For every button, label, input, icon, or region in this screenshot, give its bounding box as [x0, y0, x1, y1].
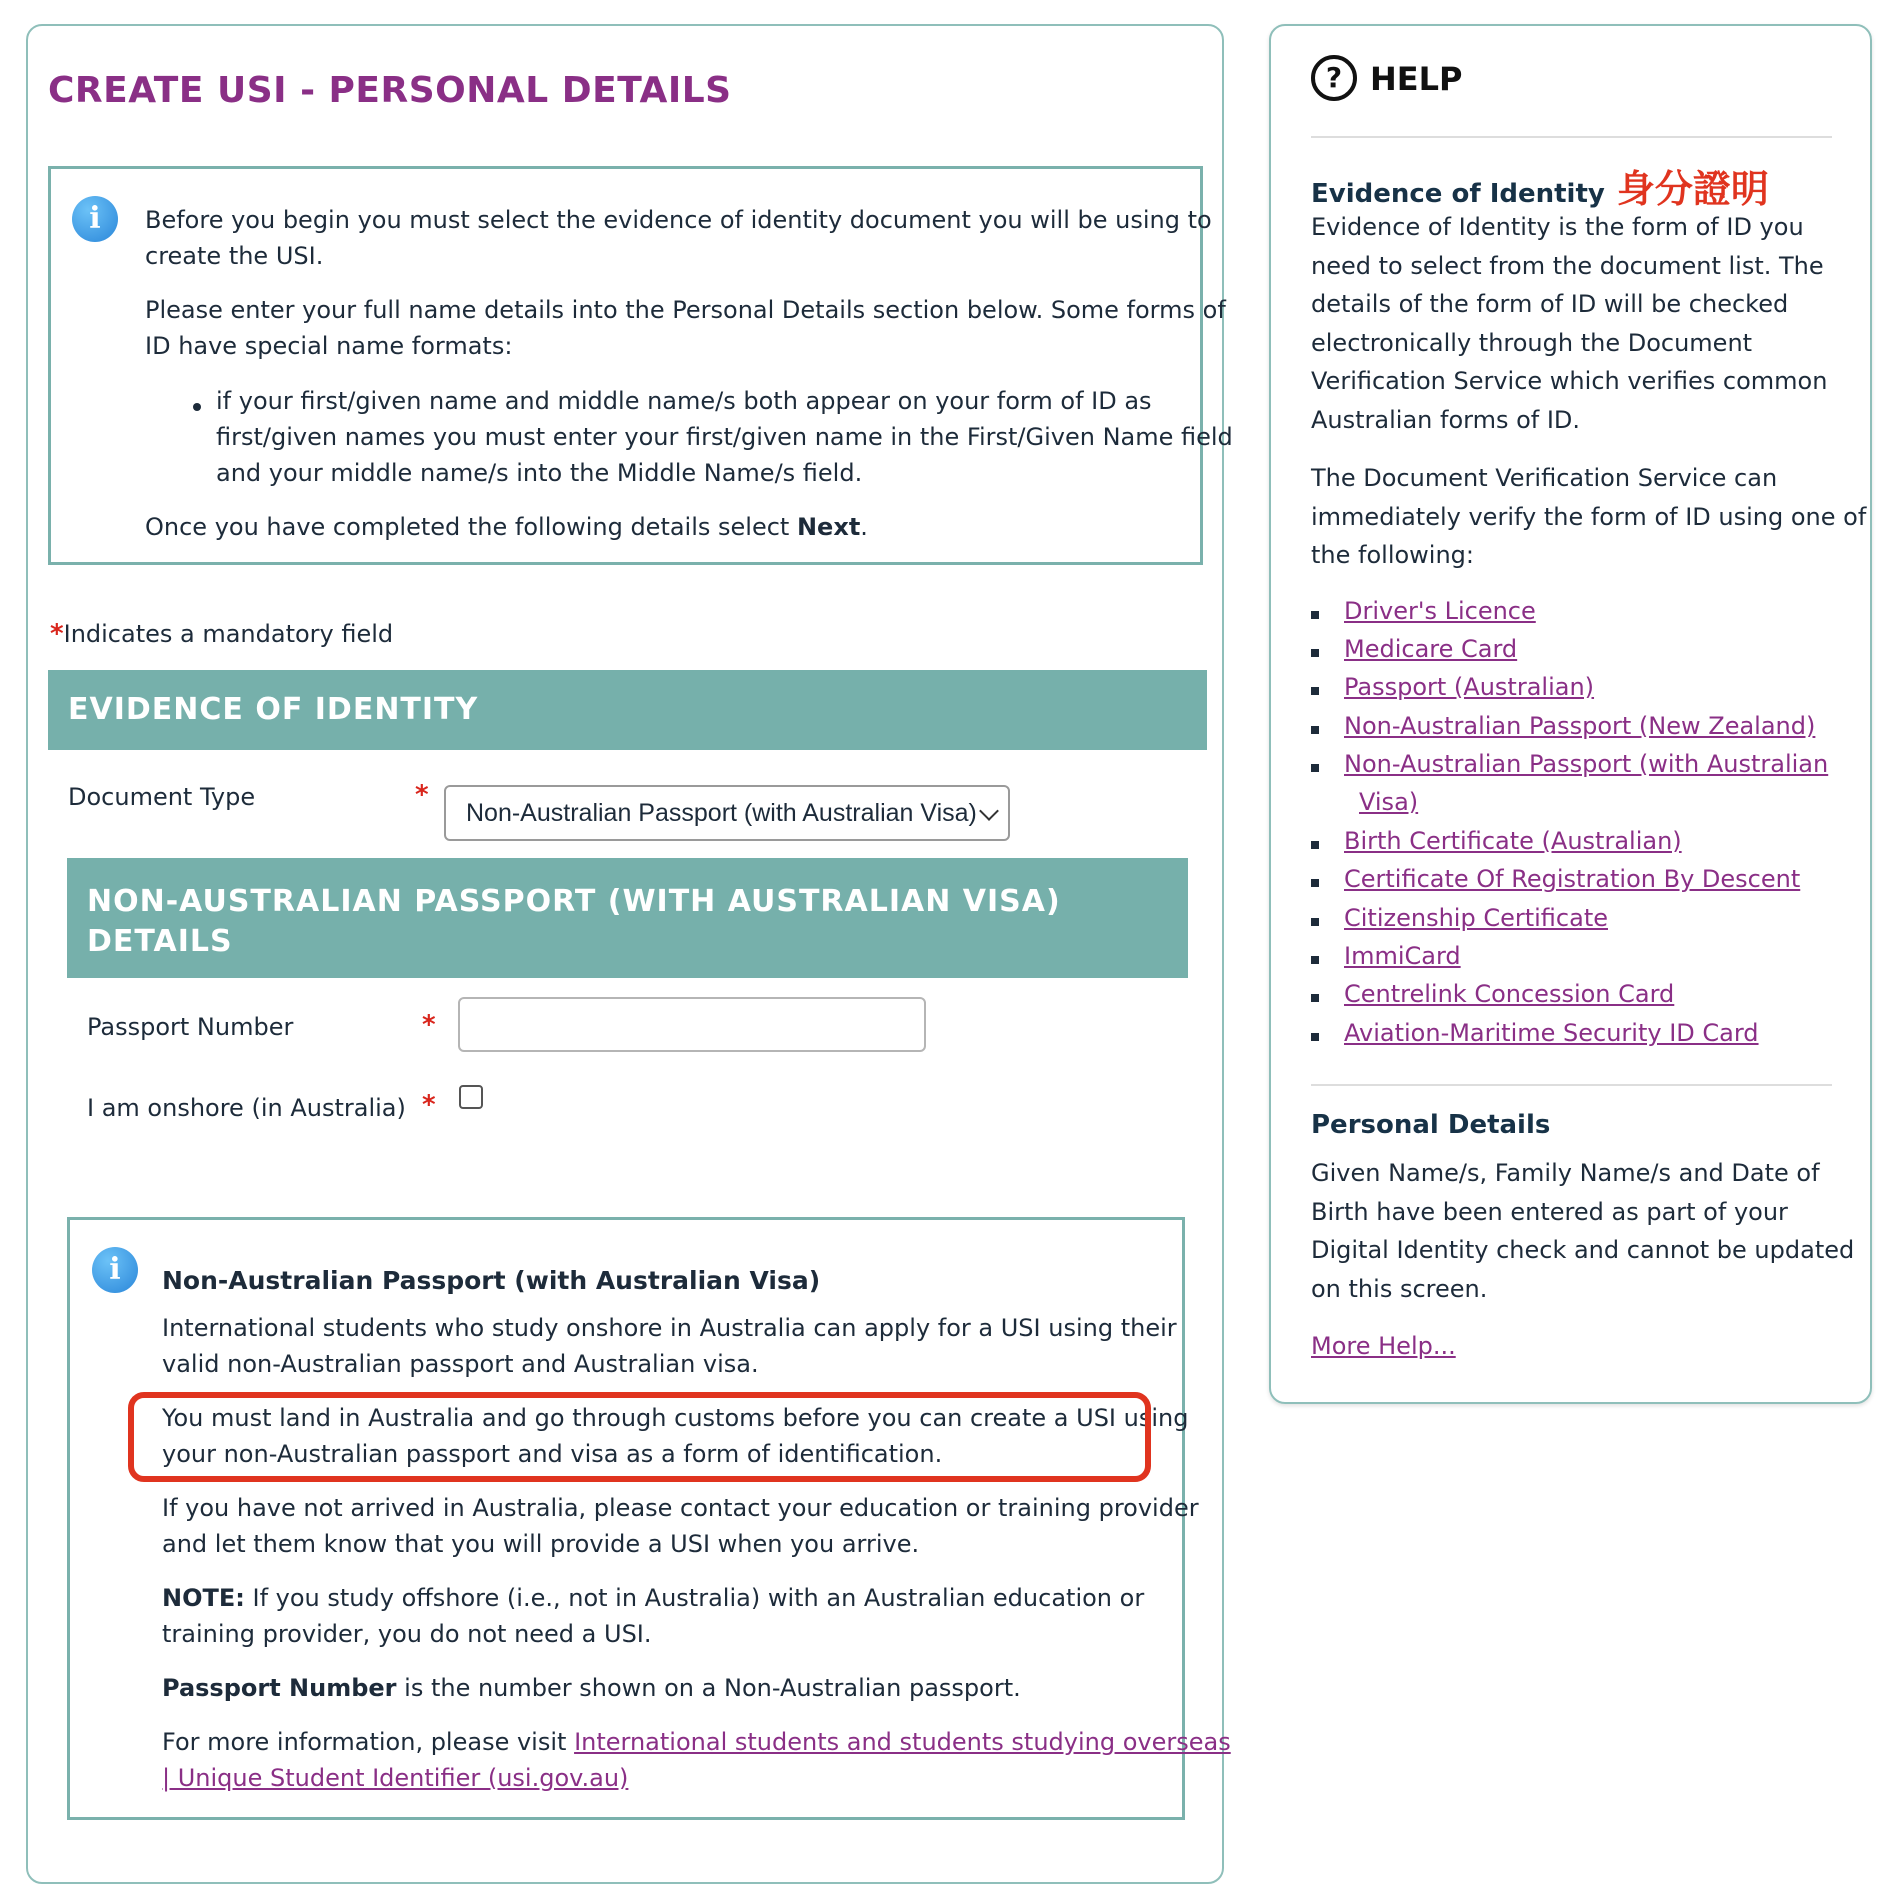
divider [1311, 136, 1832, 138]
help-document-link[interactable]: Non-Australian Passport (with Australian [1344, 750, 1829, 778]
red-highlight-annotation [128, 1392, 1151, 1482]
intro-text-line: Before you begin you must select the evidence of identity document you will be using to [145, 206, 1212, 234]
help-text-line: immediately verify the form of ID using one of [1311, 502, 1867, 531]
intro-text-line: create the USI. [145, 242, 324, 270]
required-asterisk-icon: * [50, 619, 64, 649]
info-note-line: NOTE: If you study offshore (i.e., not in Australia) with an Australian education or [162, 1584, 1145, 1612]
help-text-line: Evidence of Identity is the form of ID you [1311, 213, 1804, 241]
info-text-line: valid non-Australian passport and Australian visa. [162, 1350, 759, 1378]
bullet-square-icon [1311, 1033, 1319, 1041]
help-document-link[interactable]: Birth Certificate (Australian) [1344, 827, 1682, 855]
help-document-link[interactable]: Certificate Of Registration By Descent [1344, 865, 1801, 893]
info-text-line: and let them know that you will provide a USI when you arrive. [162, 1530, 920, 1558]
bullet-square-icon [1311, 994, 1319, 1002]
help-text-line: the following: [1311, 541, 1474, 570]
intro-next-instruction: Once you have completed the following details select Next. [145, 513, 868, 541]
question-circle-icon: ? [1311, 55, 1357, 101]
help-text-line: need to select from the document list. The [1311, 251, 1824, 280]
bullet-square-icon [1311, 611, 1319, 619]
bullet-square-icon [1311, 726, 1319, 734]
info-text-line: training provider, you do not need a USI. [162, 1620, 652, 1648]
info-text-line: International students who study onshore in Australia can apply for a USI using their [162, 1314, 1177, 1342]
personal-details-help-heading: Personal Details [1311, 1110, 1551, 1140]
mandatory-field-note: *Indicates a mandatory field [50, 619, 394, 649]
help-document-link[interactable]: Medicare Card [1344, 635, 1518, 663]
passport-number-label: Passport Number [87, 1013, 294, 1041]
help-text-line: The Document Verification Service can [1311, 464, 1778, 492]
info-text-line: your non-Australian passport and visa as a form of identification. [162, 1440, 943, 1468]
international-students-link[interactable]: | Unique Student Identifier (usi.gov.au) [162, 1764, 629, 1792]
bullet-square-icon [1311, 918, 1319, 926]
info-box-title: Non-Australian Passport (with Australian Visa) [162, 1266, 821, 1295]
intro-text-line: Please enter your full name details into the Personal Details section below. Some forms of [145, 296, 1226, 324]
help-text-line: on this screen. [1311, 1274, 1488, 1303]
bullet-dot [193, 403, 201, 411]
page-title: CREATE USI - PERSONAL DETAILS [48, 70, 732, 111]
intro-bullet-line: first/given names you must enter your first/given name in the First/Given Name field [216, 423, 1233, 451]
evidence-of-identity-heading: EVIDENCE OF IDENTITY [48, 670, 1207, 750]
help-document-link[interactable]: Centrelink Concession Card [1344, 980, 1675, 1008]
info-text-line: If you have not arrived in Australia, please contact your education or training provider [162, 1494, 1199, 1522]
info-more-line: For more information, please visit International students and students studying overseas [162, 1728, 1231, 1756]
international-students-link[interactable]: International students and students studying overseas [574, 1728, 1231, 1756]
required-asterisk-icon: * [415, 780, 429, 810]
help-text-line: electronically through the Document [1311, 328, 1753, 357]
onshore-checkbox[interactable] [459, 1085, 483, 1109]
info-icon: i [72, 196, 118, 242]
bullet-square-icon [1311, 649, 1319, 657]
help-document-link[interactable]: Non-Australian Passport (New Zealand) [1344, 712, 1816, 740]
help-text-line: Verification Service which verifies common [1311, 367, 1828, 396]
help-document-link[interactable]: Citizenship Certificate [1344, 904, 1608, 932]
bullet-square-icon [1311, 764, 1319, 772]
intro-bullet-line: and your middle name/s into the Middle Name/s field. [216, 459, 863, 487]
help-document-link[interactable]: Visa) [1359, 788, 1419, 816]
intro-bullet-line: if your first/given name and middle name/s both appear on your form of ID as [216, 387, 1152, 415]
chevron-down-icon [979, 801, 999, 821]
more-help-link[interactable]: More Help... [1311, 1332, 1456, 1360]
bullet-square-icon [1311, 687, 1319, 695]
info-more-line [162, 1760, 628, 1796]
help-document-link[interactable]: ImmiCard [1344, 942, 1461, 970]
bullet-square-icon [1311, 956, 1319, 964]
onshore-label: I am onshore (in Australia) [87, 1094, 406, 1122]
document-type-label: Document Type [68, 783, 256, 811]
help-text-line: details of the form of ID will be checked [1311, 290, 1789, 319]
info-passport-line: Passport Number is the number shown on a Non-Australian passport. [162, 1674, 1021, 1702]
bullet-square-icon [1311, 841, 1319, 849]
bullet-square-icon [1311, 879, 1319, 887]
divider [1311, 1084, 1832, 1086]
help-text-line: Given Name/s, Family Name/s and Date of [1311, 1159, 1820, 1187]
passport-details-heading: NON-AUSTRALIAN PASSPORT (WITH AUSTRALIAN VISA) DETAILS [67, 858, 1188, 978]
intro-text-line: ID have special name formats: [145, 332, 513, 360]
document-type-select[interactable]: Non-Australian Passport (with Australian Visa) [444, 785, 1010, 841]
help-text-line: Australian forms of ID. [1311, 406, 1581, 434]
help-text-line: Birth have been entered as part of your [1311, 1197, 1788, 1226]
required-asterisk-icon: * [422, 1010, 436, 1040]
help-document-link[interactable]: Driver's Licence [1344, 597, 1536, 625]
info-icon: i [92, 1247, 138, 1293]
evidence-of-identity-help-heading: Evidence of Identity 身分證明 [1311, 167, 1769, 211]
help-document-link[interactable]: Aviation-Maritime Security ID Card [1344, 1019, 1759, 1047]
passport-number-input[interactable] [458, 997, 926, 1052]
chinese-annotation: 身分證明 [1616, 167, 1769, 211]
help-text-line: Digital Identity check and cannot be updated [1311, 1236, 1855, 1265]
required-asterisk-icon: * [422, 1090, 436, 1120]
info-text-line: You must land in Australia and go through customs before you can create a USI using [162, 1404, 1189, 1432]
help-title: HELP [1370, 60, 1463, 98]
help-document-link[interactable]: Passport (Australian) [1344, 673, 1595, 701]
